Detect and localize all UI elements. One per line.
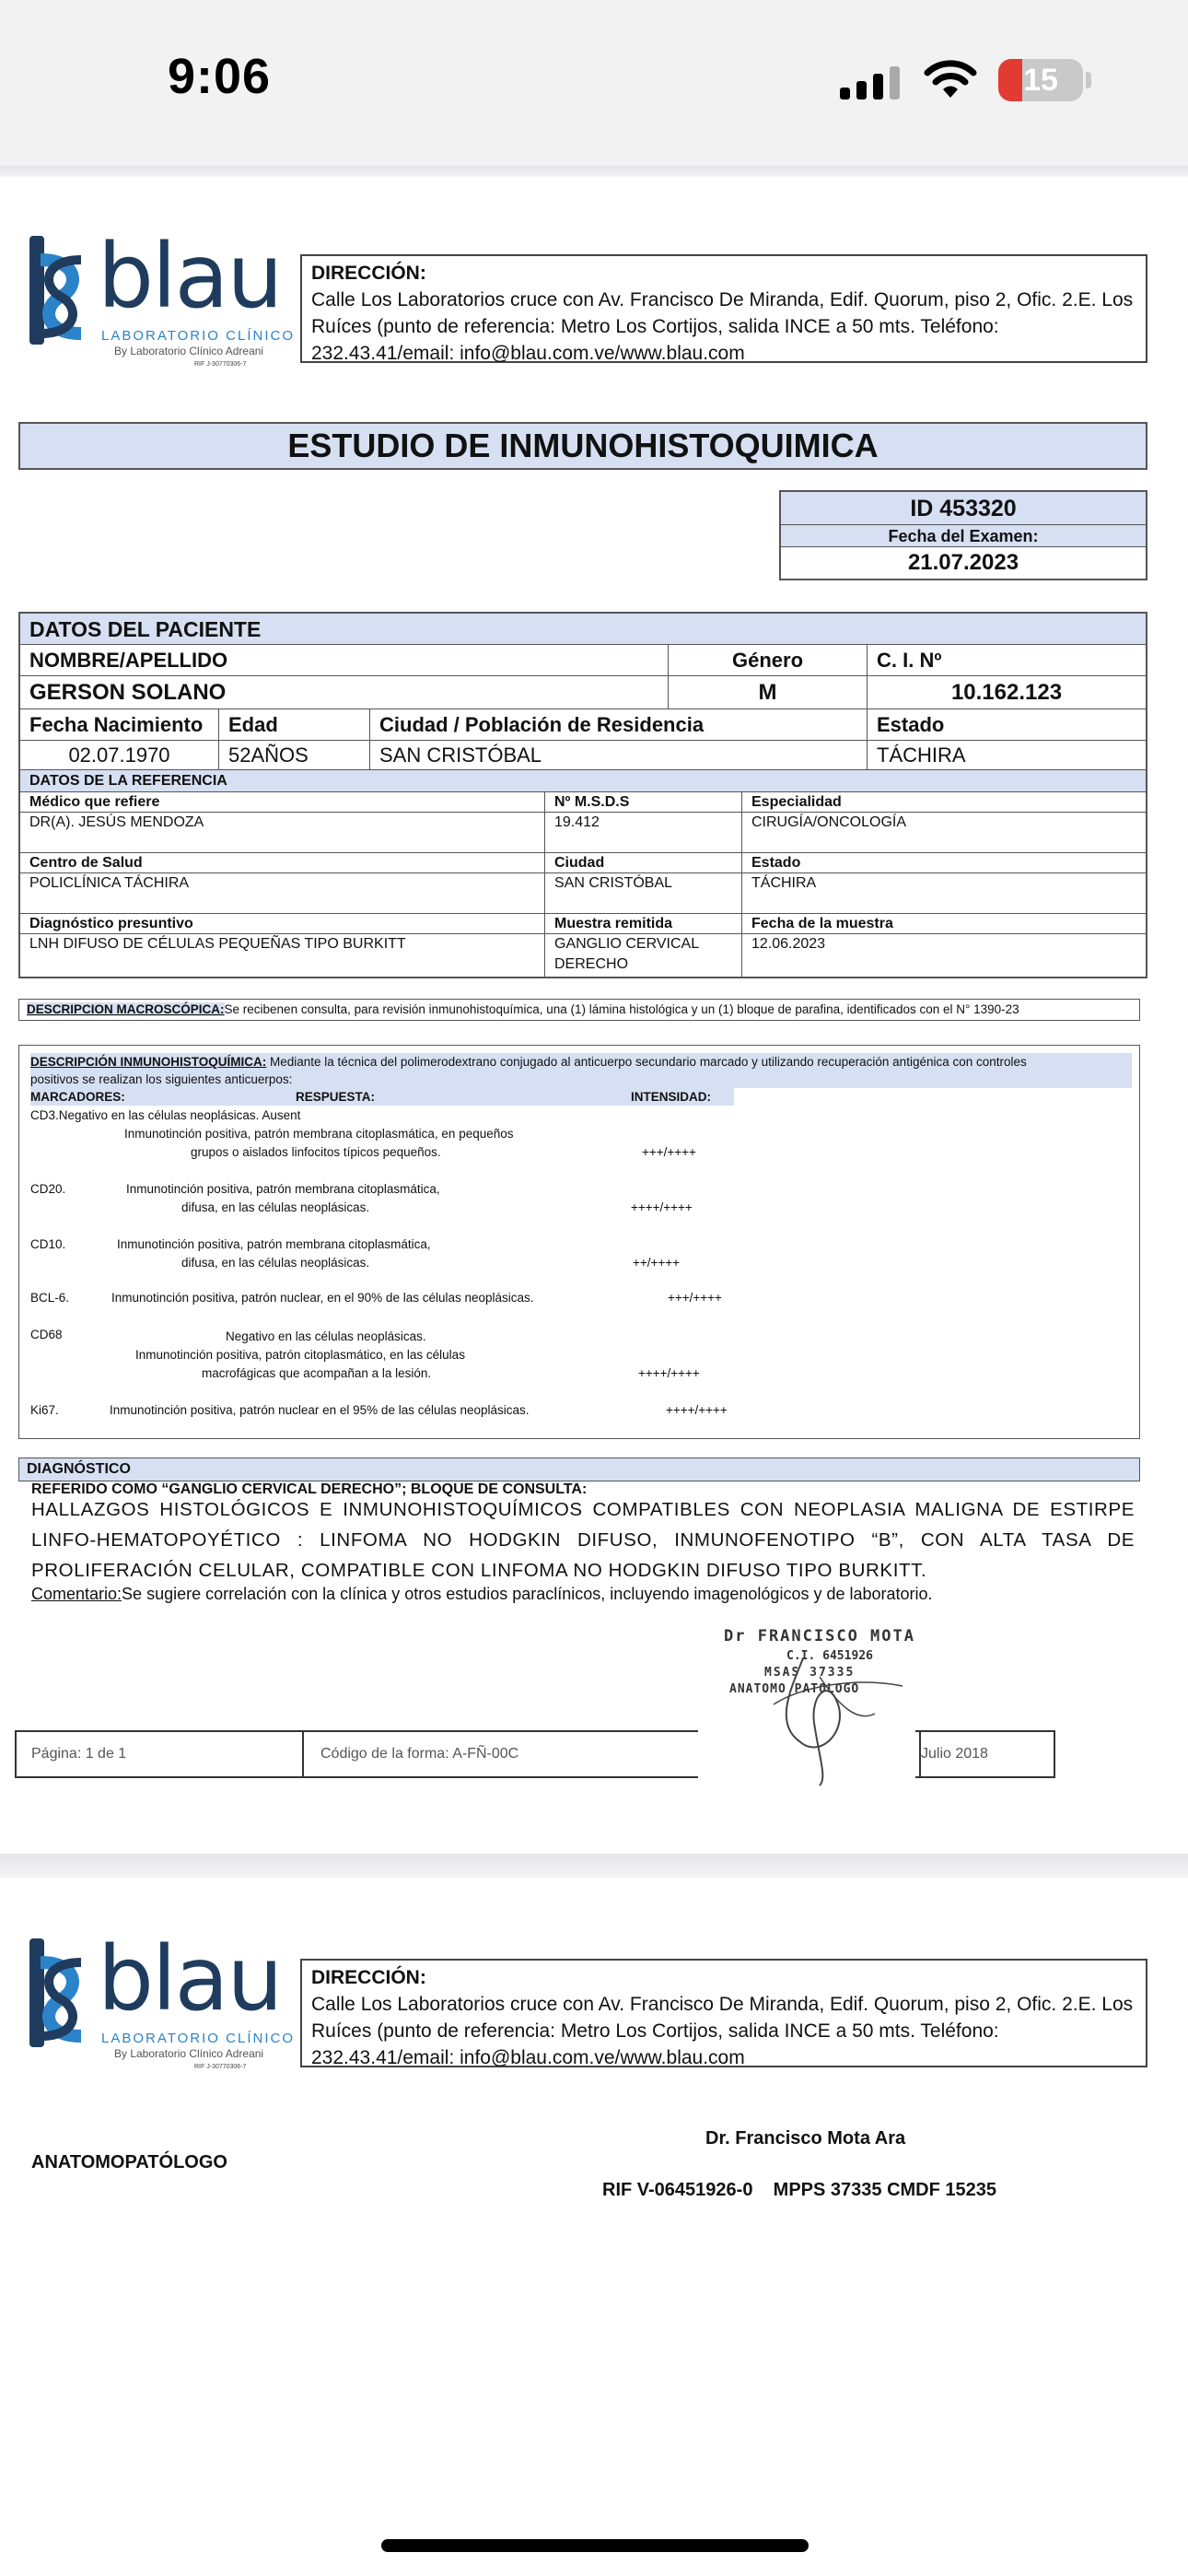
patient-name: GERSON SOLANO xyxy=(20,676,669,708)
marker-name: CD68 xyxy=(30,1328,63,1341)
marker-intensity: ++/++++ xyxy=(633,1256,681,1270)
marker-intensity: ++++/++++ xyxy=(666,1403,728,1417)
signature xyxy=(718,1622,921,1787)
form-footer: Página: 1 de 1 Código de la forma: A-FÑ-00C Julio 2018 xyxy=(15,1730,1055,1778)
immunohistochemistry-section: DESCRIPCIÓN INMUNOHISTOQUÍMICA: Mediante la técnica del polimerodextrano conjugado al anticuerpo secundario marcado y utilizando recuperación antigénica con controles positivos se realizan los siguientes anticuerpos: MARCADORES: RESPUESTA: INTENSIDAD: CD3.Negativo en las células neoplásicas. Ausent Inmunotinción positiva, patrón membrana citoplasmática, en pequeños grupos o aislados linfocitos típicos pequeños. +++/++++ CD20. Inmunotinción positiva, patrón membrana citoplasmática, difusa, en las células neoplásicas. ++++/++++ CD10. Inmunotinción positiva, patrón membrana citoplasmática, difusa, en las células neoplásicas. ++/++++ BCL-6. Inmunotinción positiva, patrón nuclear, en el 90% de las células neoplásicas. +++/++++ CD68 Negativo en las células neoplásicas. Inmunotinción positiva, patrón citoplasmático, en las células macrofágicas que acompañan a la lesión. ++++/++++ Ki67. Inmunotinción positiva, patrón nuclear en el 95% de las células neoplásicas. ++++/++++ xyxy=(18,1045,1140,1439)
status-bar xyxy=(0,0,1188,166)
role-title: ANATOMOPATÓLOGO xyxy=(31,2152,227,2172)
marker-name: CD10. xyxy=(30,1237,66,1251)
marker-name: BCL-6. xyxy=(30,1291,70,1305)
marker-intensity: ++++/++++ xyxy=(631,1200,693,1214)
cellular-signal-icon xyxy=(840,66,901,100)
diagnosis-reference: REFERIDO COMO “GANGLIO CERVICAL DERECHO”; BLOQUE DE CONSULTA: xyxy=(31,1481,588,1497)
patient-gender: M xyxy=(669,676,868,708)
marker-intensity: +++/++++ xyxy=(642,1145,696,1159)
address-box: DIRECCIÓN: Calle Los Laboratorios cruce con Av. Francisco De Miranda, Edif. Quorum, piso 2, Ofic. 2.E. Los Ruíces (punto de referencia: Metro Los Cortijos, salida INCE a 50 mts. Teléfono: 232.43.41/email: info@blau.com.ve/www.blau.com xyxy=(300,254,1147,363)
battery-icon: 15 xyxy=(998,59,1083,101)
patient-ci: 10.162.123 xyxy=(950,680,1063,705)
address-box: DIRECCIÓN: Calle Los Laboratorios cruce con Av. Francisco De Miranda, Edif. Quorum, piso 2, Ofic. 2.E. Los Ruíces (punto de referencia: Metro Los Cortijos, salida INCE a 50 mts. Teléfono: 232.43.41/email: info@blau.com.ve/www.blau.com xyxy=(300,1959,1147,2067)
report-id-box: ID 453320 Fecha del Examen: 21.07.2023 xyxy=(779,490,1147,580)
blau-logo: blau LABORATORIO CLÍNICO By Laboratorio Clínico Adreani RIF J-30770306-7 xyxy=(24,232,273,370)
marker-intensity: ++++/++++ xyxy=(638,1366,700,1380)
clock: 9:06 xyxy=(168,49,272,104)
doctor-name: Dr. Francisco Mota Ara xyxy=(705,2128,906,2149)
blau-logo: blau LABORATORIO CLÍNICO By Laboratorio Clínico Adreani RIF J-30770306-7 xyxy=(24,1935,273,2073)
doctor-credentials: RIF V-06451926-0 MPPS 37335 CMDF 15235 xyxy=(602,2180,997,2200)
report-title: ESTUDIO DE INMUNOHISTOQUIMICA xyxy=(18,422,1147,470)
doctor-stamp: Dr FRANCISCO MOTA C.I. 6451926 MSAS 37335 ANATOMO PATOLOGO xyxy=(718,1622,921,1787)
patient-table: DATOS DEL PACIENTE NOMBRE/APELLIDO Género C. I. Nº GERSON SOLANO M 10.162.123 Fecha Nacimiento Edad Ciudad / Población de Residencia Estado 02.07.1970 52AÑOS SAN CRISTÓBAL TÁCHIRA DATOS DE LA REFERENCIA Médico que refiere Nº M.S.D.S Especialidad DR(A). JESÚS MENDOZA 19.412 CIRUGÍA/ONCOLOGÍA Centro de Salud Ciudad Estado POLICLÍNICA TÁCHIRA SAN CRISTÓBAL TÁCHIRA Diagnóstico presuntivo Muestra remitida Fecha de la muestra LNH DIFUSO DE CÉLULAS PEQUEÑAS TIPO BURKITT GANGLIO CERVICAL DERECHO 12.06.2023 xyxy=(18,612,1147,978)
wifi-icon xyxy=(923,59,978,100)
macroscopic-description: DESCRIPCION MACROSCÓPICA:Se recibenen consulta, para revisión inmunohistoquímica, una (1) lámina histológica y un (1) bloque de parafina, identificados con el N° 1390-23 xyxy=(18,999,1140,1021)
exam-date: 21.07.2023 xyxy=(907,550,1019,575)
home-indicator[interactable] xyxy=(381,2539,809,2552)
marker-intensity: +++/++++ xyxy=(668,1291,722,1305)
report-id: ID 453320 xyxy=(781,492,1146,525)
diagnosis-comment: Comentario:Se sugiere correlación con la clínica y otros estudios paraclínicos, incluyendo imagenológicos y de laboratorio. xyxy=(31,1585,933,1603)
marker-name: Ki67. xyxy=(30,1403,59,1417)
diagnosis-header: DIAGNÓSTICO xyxy=(18,1458,1140,1481)
diagnosis-text: HALLAZGOS HISTOLÓGICOS E INMUNOHISTOQUÍMICOS COMPATIBLES CON NEOPLASIA MALIGNA DE ESTIRPE LINFO-HEMATOPOYÉTICO : LINFOMA NO HODGKIN DIFUSO, INMUNOFENOTIPO “B”, CON ALTA TASA DE PROLIFERACIÓN CELULAR, COMPATIBLE CON LINFOMA NO HODGKIN DIFUSO TIPO BURKITT. xyxy=(31,1499,1135,1581)
marker-name: CD3.Negativo en las células neoplásicas. Ausent xyxy=(30,1108,301,1122)
marker-name: CD20. xyxy=(30,1182,66,1196)
markers-header xyxy=(30,1088,734,1106)
